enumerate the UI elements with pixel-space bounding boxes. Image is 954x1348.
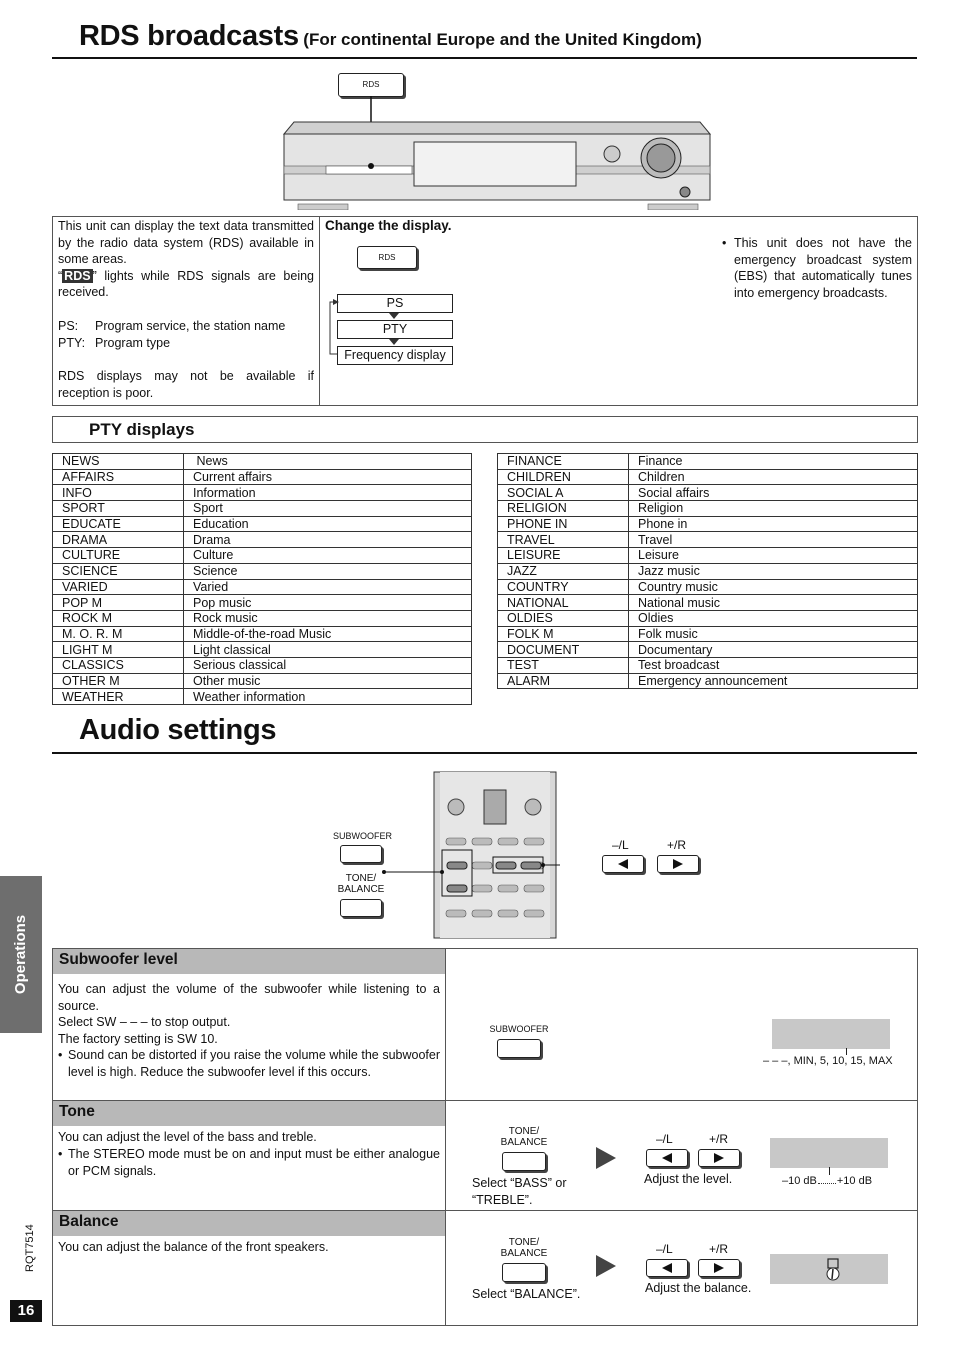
pty-meaning: Religion — [629, 501, 918, 517]
pty-meaning: News — [184, 454, 472, 470]
rds-indicator-badge: RDS — [64, 268, 91, 283]
rds-reception-note: RDS displays may not be available if reception is poor. — [58, 369, 314, 400]
tone-adjust-instruction: Adjust the level. — [644, 1172, 733, 1186]
remote-subwoofer-button[interactable] — [340, 845, 382, 863]
pty-code: INFO — [53, 485, 184, 501]
pty-meaning: Weather information — [184, 689, 472, 705]
subwoofer-display — [772, 1019, 890, 1049]
pty-meaning: Phone in — [629, 516, 918, 532]
pty-code: OLDIES — [498, 610, 629, 626]
subwoofer-note: Sound can be distorted if you raise the volume while the subwoofer level is high. Reduce the subwoofer level if this occurs. — [68, 1048, 440, 1079]
pty-meaning: Varied — [184, 579, 472, 595]
remote-subwoofer-label: SUBWOOFER — [333, 831, 393, 841]
pty-meaning: Finance — [629, 454, 918, 470]
balance-button-label: TONE/ BALANCE — [500, 1237, 548, 1259]
change-display-heading: Change the display. — [325, 218, 452, 233]
pty-row — [498, 579, 918, 595]
pty-code: DRAMA — [53, 532, 184, 548]
doc-code: RQT7514 — [24, 1224, 36, 1272]
pty-row — [53, 673, 472, 689]
pty-row — [53, 454, 472, 470]
pty-code: JAZZ — [498, 563, 629, 579]
remote-tone-balance-button[interactable] — [340, 899, 382, 917]
pty-meaning: Travel — [629, 532, 918, 548]
pty-row — [498, 548, 918, 564]
balance-heading: Balance — [53, 1211, 445, 1236]
remote-control — [380, 770, 560, 940]
rds-intro: This unit can display the text data transmitted by the radio data system (RDS) available in some areas. “ RDS ” lights while RDS signals are being received. — [58, 219, 314, 299]
pty-meaning: Jazz music — [629, 563, 918, 579]
tone-display — [770, 1138, 888, 1168]
pty-row — [498, 485, 918, 501]
subwoofer-text: You can adjust the volume of the subwoofer while listening to a source. Select SW – – – to stop output. The factory setting is SW 10. — [58, 982, 440, 1046]
balance-plus-r-label: +/R — [709, 1242, 729, 1256]
remote-minus-l-button[interactable] — [602, 855, 644, 873]
pty-row — [53, 485, 472, 501]
tone-plus-r-label: +/R — [709, 1132, 729, 1146]
pty-code: RELIGION — [498, 501, 629, 517]
pty-row — [498, 516, 918, 532]
tone-minus-l-label: –/L — [656, 1132, 673, 1146]
pty-row — [53, 516, 472, 532]
rds-abbrev-list: PS: Program service, the station name PTY: Program type — [58, 319, 286, 350]
audio-settings-divider — [445, 948, 446, 1326]
pty-meaning: Pop music — [184, 595, 472, 611]
pty-code: FOLK M — [498, 626, 629, 642]
pty-meaning: Drama — [184, 532, 472, 548]
remote-plus-r-button[interactable] — [657, 855, 699, 873]
audio-title: Audio settings — [79, 714, 277, 746]
pty-row — [498, 626, 918, 642]
tone-balance-button[interactable] — [502, 1152, 546, 1171]
tone-button-label: TONE/ BALANCE — [500, 1126, 548, 1148]
pty-code: SCIENCE — [53, 563, 184, 579]
pty-meaning: Documentary — [629, 642, 918, 658]
audio-title-rule — [52, 752, 917, 754]
tone-bullet: • — [58, 1147, 63, 1161]
balance-minus-l-label: –/L — [656, 1242, 673, 1256]
pty-code: ALARM — [498, 673, 629, 689]
right-triangle-icon — [699, 1260, 739, 1276]
right-triangle-icon — [699, 1150, 739, 1166]
pty-code: VARIED — [53, 579, 184, 595]
pty-meaning: Science — [184, 563, 472, 579]
rds-info-divider — [319, 216, 320, 406]
pty-meaning: Emergency announcement — [629, 673, 918, 689]
pty-meaning: Oldies — [629, 610, 918, 626]
remote-tone-balance-label: TONE/ BALANCE — [337, 873, 385, 895]
balance-tone-button[interactable] — [502, 1263, 546, 1282]
balance-select-instruction: Select “BALANCE”. — [472, 1287, 581, 1301]
subwoofer-scale: – – –, MIN, 5, 10, 15, MAX — [763, 1055, 893, 1067]
pty-meaning: Education — [184, 516, 472, 532]
pty-row — [53, 548, 472, 564]
subwoofer-heading: Subwoofer level — [53, 949, 445, 974]
tone-step-arrow-icon — [594, 1145, 620, 1171]
tone-select-instruction: Select “BASS” or “TREBLE”. — [472, 1176, 567, 1207]
pty-code: AFFAIRS — [53, 469, 184, 485]
pty-meaning: National music — [629, 595, 918, 611]
pty-row — [53, 657, 472, 673]
tone-plus-r-button[interactable] — [698, 1149, 740, 1167]
cycle-ps: PS — [337, 294, 453, 313]
rds-button[interactable]: RDS — [338, 73, 404, 97]
cycle-arrows — [326, 290, 456, 362]
right-triangle-icon — [658, 856, 698, 872]
remote-minus-l-label: –/L — [612, 838, 629, 852]
rds-title-row — [79, 20, 702, 53]
balance-plus-r-button[interactable] — [698, 1259, 740, 1277]
subwoofer-display-pointer — [846, 1048, 847, 1055]
ebs-note: This unit does not have the emergency broadcast system (EBS) that automatically tunes into emergency broadcasts. — [734, 236, 912, 300]
pty-code: DOCUMENT — [498, 642, 629, 658]
balance-adjust-instruction: Adjust the balance. — [645, 1281, 752, 1295]
page-subtitle: (For continental Europe and the United Kingdom) — [303, 30, 702, 49]
left-triangle-icon — [647, 1150, 687, 1166]
pty-code: NEWS — [53, 454, 184, 470]
operations-side-tab — [0, 876, 42, 1033]
pty-row — [53, 610, 472, 626]
cycle-pty: PTY — [337, 320, 453, 339]
pty-meaning: Information — [184, 485, 472, 501]
pty-code: SOCIAL A — [498, 485, 629, 501]
pty-row — [53, 642, 472, 658]
pty-code: COUNTRY — [498, 579, 629, 595]
pty-row — [498, 501, 918, 517]
tone-note: The STEREO mode must be on and input must be either analogue or PCM signals. — [68, 1147, 440, 1178]
pty-code: ROCK M — [53, 610, 184, 626]
pty-row — [498, 610, 918, 626]
remote-plus-r-label: +/R — [667, 838, 687, 852]
subwoofer-button-label: SUBWOOFER — [489, 1024, 549, 1034]
pty-table-right — [497, 453, 918, 689]
pty-code: POP M — [53, 595, 184, 611]
pty-meaning: Middle-of-the-road Music — [184, 626, 472, 642]
pty-heading-box — [52, 416, 918, 443]
pty-code: TRAVEL — [498, 532, 629, 548]
pty-code: CLASSICS — [53, 657, 184, 673]
pty-code: LEISURE — [498, 548, 629, 564]
pty-code: NATIONAL — [498, 595, 629, 611]
pty-meaning: Country music — [629, 579, 918, 595]
pty-row — [53, 532, 472, 548]
pty-meaning: Serious classical — [184, 657, 472, 673]
balance-step-arrow-icon — [594, 1253, 620, 1279]
pty-row — [53, 563, 472, 579]
page-title: RDS broadcasts — [79, 20, 299, 52]
balance-text: You can adjust the balance of the front speakers. — [58, 1240, 329, 1254]
tone-text: You can adjust the level of the bass and treble. — [58, 1130, 317, 1144]
pty-row — [498, 642, 918, 658]
cycle-frequency: Frequency display — [337, 346, 453, 365]
balance-display — [770, 1254, 888, 1284]
pty-table-left — [52, 453, 472, 705]
balance-center-indicator-icon — [825, 1258, 845, 1282]
pty-code: OTHER M — [53, 673, 184, 689]
title-rule — [52, 57, 917, 59]
pty-code: CHILDREN — [498, 469, 629, 485]
ebs-note-bullet: • — [722, 236, 727, 250]
pty-row — [498, 595, 918, 611]
pty-code: WEATHER — [53, 689, 184, 705]
pty-row — [498, 469, 918, 485]
balance-minus-l-button[interactable] — [646, 1259, 688, 1277]
left-triangle-icon — [647, 1260, 687, 1276]
pty-heading: PTY displays — [89, 420, 195, 439]
subwoofer-button[interactable] — [497, 1039, 541, 1058]
pty-code: EDUCATE — [53, 516, 184, 532]
pty-code: CULTURE — [53, 548, 184, 564]
left-triangle-icon — [603, 856, 643, 872]
pty-meaning: Culture — [184, 548, 472, 564]
subwoofer-bullet: • — [58, 1048, 63, 1062]
rds-display-button[interactable]: RDS — [357, 246, 417, 269]
pty-row — [53, 579, 472, 595]
page-number: 16 — [10, 1300, 42, 1322]
pty-code: M. O. R. M — [53, 626, 184, 642]
tone-minus-l-button[interactable] — [646, 1149, 688, 1167]
pty-row — [53, 689, 472, 705]
pty-meaning: Children — [629, 469, 918, 485]
pty-code: TEST — [498, 657, 629, 673]
pty-row — [53, 501, 472, 517]
pty-meaning: Leisure — [629, 548, 918, 564]
pty-meaning: Folk music — [629, 626, 918, 642]
operations-label: Operations — [12, 914, 30, 995]
pty-meaning: Social affairs — [629, 485, 918, 501]
pty-code: SPORT — [53, 501, 184, 517]
pty-meaning: Light classical — [184, 642, 472, 658]
pty-row — [53, 469, 472, 485]
pty-row — [498, 673, 918, 689]
pty-row — [498, 563, 918, 579]
pty-meaning: Current affairs — [184, 469, 472, 485]
pty-row — [498, 454, 918, 470]
pty-meaning: Rock music — [184, 610, 472, 626]
pty-row — [53, 626, 472, 642]
pty-code: LIGHT M — [53, 642, 184, 658]
pty-meaning: Sport — [184, 501, 472, 517]
pty-meaning: Test broadcast — [629, 657, 918, 673]
tone-heading: Tone — [53, 1101, 445, 1126]
tone-display-pointer — [829, 1167, 830, 1175]
pty-row — [53, 595, 472, 611]
tone-range: –10 dB +10 dB — [782, 1175, 873, 1187]
pty-code: PHONE IN — [498, 516, 629, 532]
pty-code: FINANCE — [498, 454, 629, 470]
pty-row — [498, 532, 918, 548]
receiver-unit — [278, 96, 714, 210]
pty-meaning: Other music — [184, 673, 472, 689]
pty-row — [498, 657, 918, 673]
